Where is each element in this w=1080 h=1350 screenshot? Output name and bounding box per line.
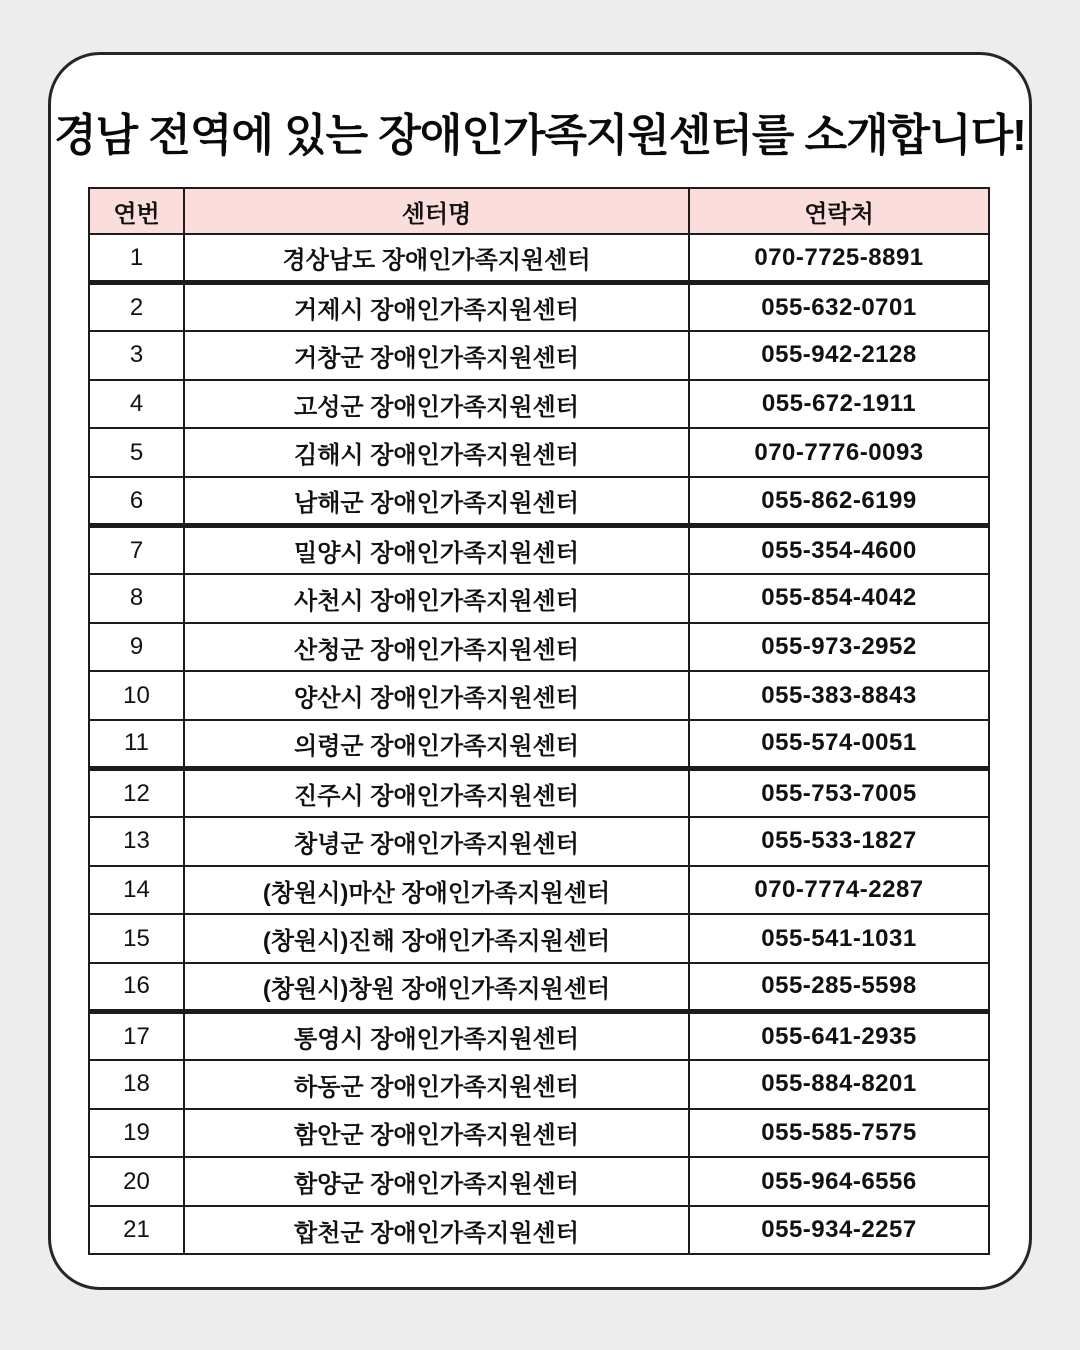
center-name: (창원시)창원 장애인가족지원센터 (184, 963, 689, 1012)
table-row (89, 769, 989, 818)
center-name: 양산시 장애인가족지원센터 (184, 671, 689, 720)
phone-number: 055-285-5598 (689, 963, 989, 1012)
table-row (89, 1206, 989, 1255)
centers-table (88, 187, 990, 1255)
table-row (89, 1157, 989, 1206)
row-number: 1 (89, 234, 184, 283)
table-row (89, 331, 989, 380)
row-number: 17 (89, 1012, 184, 1061)
center-name: 진주시 장애인가족지원센터 (184, 769, 689, 818)
phone-number: 055-862-6199 (689, 477, 989, 526)
center-name: 합천군 장애인가족지원센터 (184, 1206, 689, 1255)
center-name: 사천시 장애인가족지원센터 (184, 574, 689, 623)
center-name: 의령군 장애인가족지원센터 (184, 720, 689, 769)
center-name: 밀양시 장애인가족지원센터 (184, 526, 689, 575)
header-number: 연번 (89, 188, 184, 234)
row-number: 7 (89, 526, 184, 575)
table-row (89, 428, 989, 477)
phone-number: 070-7776-0093 (689, 428, 989, 477)
row-number: 18 (89, 1060, 184, 1109)
phone-number: 055-541-1031 (689, 914, 989, 963)
info-card (48, 52, 1032, 1290)
row-number: 11 (89, 720, 184, 769)
row-number: 9 (89, 623, 184, 672)
phone-number: 055-854-4042 (689, 574, 989, 623)
center-name: 거제시 장애인가족지원센터 (184, 283, 689, 332)
table-row (89, 234, 989, 283)
phone-number: 055-585-7575 (689, 1109, 989, 1158)
phone-number: 055-641-2935 (689, 1012, 989, 1061)
row-number: 3 (89, 331, 184, 380)
phone-number: 070-7774-2287 (689, 866, 989, 915)
center-name: 경상남도 장애인가족지원센터 (184, 234, 689, 283)
center-name: 고성군 장애인가족지원센터 (184, 380, 689, 429)
table-body (89, 234, 989, 1254)
phone-number: 055-383-8843 (689, 671, 989, 720)
row-number: 15 (89, 914, 184, 963)
table-header (89, 188, 989, 234)
row-number: 20 (89, 1157, 184, 1206)
center-name: 창녕군 장애인가족지원센터 (184, 817, 689, 866)
page-title: 경남 전역에 있는 장애인가족지원센터를 소개합니다! (54, 111, 1026, 160)
table-row (89, 283, 989, 332)
center-name: (창원시)진해 장애인가족지원센터 (184, 914, 689, 963)
table-row (89, 1012, 989, 1061)
center-name: (창원시)마산 장애인가족지원센터 (184, 866, 689, 915)
phone-number: 055-884-8201 (689, 1060, 989, 1109)
row-number: 21 (89, 1206, 184, 1255)
table-row (89, 380, 989, 429)
row-number: 13 (89, 817, 184, 866)
table-row (89, 1109, 989, 1158)
table-header-row (89, 188, 989, 234)
phone-number: 055-934-2257 (689, 1206, 989, 1255)
center-name: 김해시 장애인가족지원센터 (184, 428, 689, 477)
phone-number: 055-753-7005 (689, 769, 989, 818)
phone-number: 055-942-2128 (689, 331, 989, 380)
table-row (89, 526, 989, 575)
center-name: 통영시 장애인가족지원센터 (184, 1012, 689, 1061)
phone-number: 070-7725-8891 (689, 234, 989, 283)
table-row (89, 963, 989, 1012)
table-row (89, 671, 989, 720)
header-center-name: 센터명 (184, 188, 689, 234)
table-row (89, 477, 989, 526)
header-contact: 연락처 (689, 188, 989, 234)
row-number: 19 (89, 1109, 184, 1158)
table-row (89, 817, 989, 866)
table-row (89, 1060, 989, 1109)
row-number: 10 (89, 671, 184, 720)
phone-number: 055-354-4600 (689, 526, 989, 575)
center-name: 함안군 장애인가족지원센터 (184, 1109, 689, 1158)
table-row (89, 623, 989, 672)
row-number: 2 (89, 283, 184, 332)
table-row (89, 574, 989, 623)
row-number: 6 (89, 477, 184, 526)
phone-number: 055-973-2952 (689, 623, 989, 672)
phone-number: 055-964-6556 (689, 1157, 989, 1206)
row-number: 14 (89, 866, 184, 915)
center-name: 하동군 장애인가족지원센터 (184, 1060, 689, 1109)
row-number: 5 (89, 428, 184, 477)
table-row (89, 914, 989, 963)
phone-number: 055-574-0051 (689, 720, 989, 769)
phone-number: 055-672-1911 (689, 380, 989, 429)
table-row (89, 866, 989, 915)
center-name: 거창군 장애인가족지원센터 (184, 331, 689, 380)
row-number: 4 (89, 380, 184, 429)
phone-number: 055-632-0701 (689, 283, 989, 332)
table-row (89, 720, 989, 769)
phone-number: 055-533-1827 (689, 817, 989, 866)
center-name: 산청군 장애인가족지원센터 (184, 623, 689, 672)
row-number: 16 (89, 963, 184, 1012)
row-number: 8 (89, 574, 184, 623)
center-name: 남해군 장애인가족지원센터 (184, 477, 689, 526)
row-number: 12 (89, 769, 184, 818)
center-name: 함양군 장애인가족지원센터 (184, 1157, 689, 1206)
